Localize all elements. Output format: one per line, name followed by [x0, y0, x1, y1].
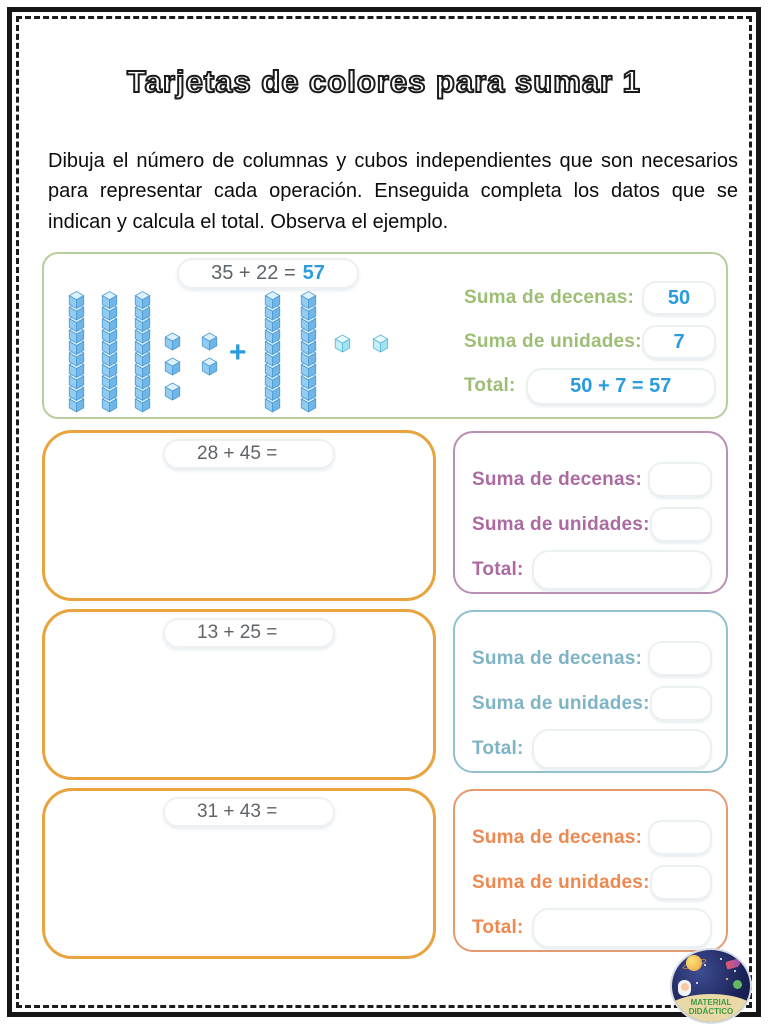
total-row [472, 726, 712, 771]
material-didactico-logo [670, 948, 752, 1024]
units-row [472, 681, 712, 726]
tens-label: Suma de decenas: [472, 468, 643, 490]
tens-row [472, 815, 712, 860]
unit-cube [164, 357, 181, 381]
exercise-row [0, 430, 768, 602]
drawing-area[interactable] [42, 788, 436, 959]
exercise-equation: 31 + 43 = [197, 801, 278, 822]
answer-panel [453, 789, 728, 952]
tens-label: Suma de decenas: [472, 647, 643, 669]
units-label: Suma de unidades: [472, 871, 650, 893]
green-planet-icon [733, 980, 742, 989]
total-label: Total: [464, 375, 516, 396]
tens-label: Suma de decenas: [464, 287, 635, 308]
exercise-equation: 28 + 45 = [197, 443, 278, 464]
exercise-equation-pill [163, 797, 335, 827]
total-label: Total: [472, 737, 524, 759]
total-answer-box[interactable] [532, 550, 712, 590]
answer-panel [453, 431, 728, 594]
unit-cube-icon [164, 332, 181, 351]
unit-cube-icon [334, 334, 351, 353]
total-label: Total: [472, 558, 524, 580]
tens-answer-box[interactable] [648, 462, 712, 497]
unit-cube-icon [201, 357, 218, 376]
unit-cube [164, 382, 181, 406]
exercise-equation-pill [163, 439, 335, 469]
exercise-equation-pill [163, 618, 335, 648]
total-answer-box[interactable] [532, 908, 712, 948]
total-answer-box: 50 + 7 = 57 [526, 368, 716, 405]
instructions-text: Dibuja el número de columnas y cubos independientes que son necesarios para representar cada operación. Enseguida completa los datos que se indican y calcula el total. Observa el ejemplo. [48, 150, 738, 233]
drawing-area[interactable] [42, 430, 436, 601]
example-blocks-area [44, 254, 464, 417]
tens-answer-box[interactable] [648, 820, 712, 855]
base-ten-column-icon [264, 290, 281, 413]
unit-cubes-right [334, 334, 389, 353]
units-answer-box[interactable] [650, 865, 712, 900]
unit-cubes-left [164, 332, 220, 406]
base-ten-column-icon [68, 290, 85, 413]
example-answer-panel [464, 276, 716, 408]
units-answer-box: 7 [642, 325, 716, 359]
base-ten-column-icon [300, 290, 317, 413]
total-answer-box[interactable] [532, 729, 712, 769]
tens-columns-left [68, 290, 151, 413]
page-title: Tarjetas de colores para sumar 1 [127, 64, 641, 99]
units-answer-box[interactable] [650, 686, 712, 721]
units-row [472, 860, 712, 905]
example-equation: 35 + 22 = [211, 262, 296, 284]
drawing-area[interactable] [42, 609, 436, 780]
units-label: Suma de unidades: [472, 513, 650, 535]
exercise-equation: 13 + 25 = [197, 622, 278, 643]
total-row [472, 547, 712, 592]
tens-answer-box[interactable] [648, 641, 712, 676]
units-label: Suma de unidades: [472, 692, 650, 714]
tens-label: Suma de decenas: [472, 826, 643, 848]
planet-icon [686, 955, 702, 971]
units-row [472, 502, 712, 547]
units-row [464, 320, 716, 364]
unit-cube-icon [201, 332, 218, 351]
base-ten-column-icon [101, 290, 118, 413]
total-row [464, 364, 716, 408]
example-result: 57 [302, 262, 325, 284]
answer-panel [453, 610, 728, 773]
unit-cube [201, 357, 218, 381]
units-answer-box[interactable] [650, 507, 712, 542]
tens-answer-box: 50 [642, 281, 716, 315]
units-label: Suma de unidades: [464, 331, 642, 352]
astronaut-icon [678, 980, 691, 996]
total-label: Total: [472, 916, 524, 938]
example-card [42, 252, 728, 419]
exercise-row [0, 609, 768, 781]
total-row [472, 905, 712, 950]
logo-text: MATERIAL DIDÁCTICO [688, 998, 734, 1017]
tens-columns-right [264, 290, 317, 413]
unit-cube-icon [164, 382, 181, 401]
tens-row [472, 457, 712, 502]
unit-cube [164, 332, 181, 356]
tens-row [472, 636, 712, 681]
plus-sign: + [229, 336, 247, 369]
rocket-icon [725, 958, 741, 969]
tens-row [464, 276, 716, 320]
unit-cube-icon [164, 357, 181, 376]
unit-cube-icon [372, 334, 389, 353]
base-ten-column-icon [134, 290, 151, 413]
exercise-row [0, 788, 768, 960]
unit-cube [201, 332, 218, 356]
